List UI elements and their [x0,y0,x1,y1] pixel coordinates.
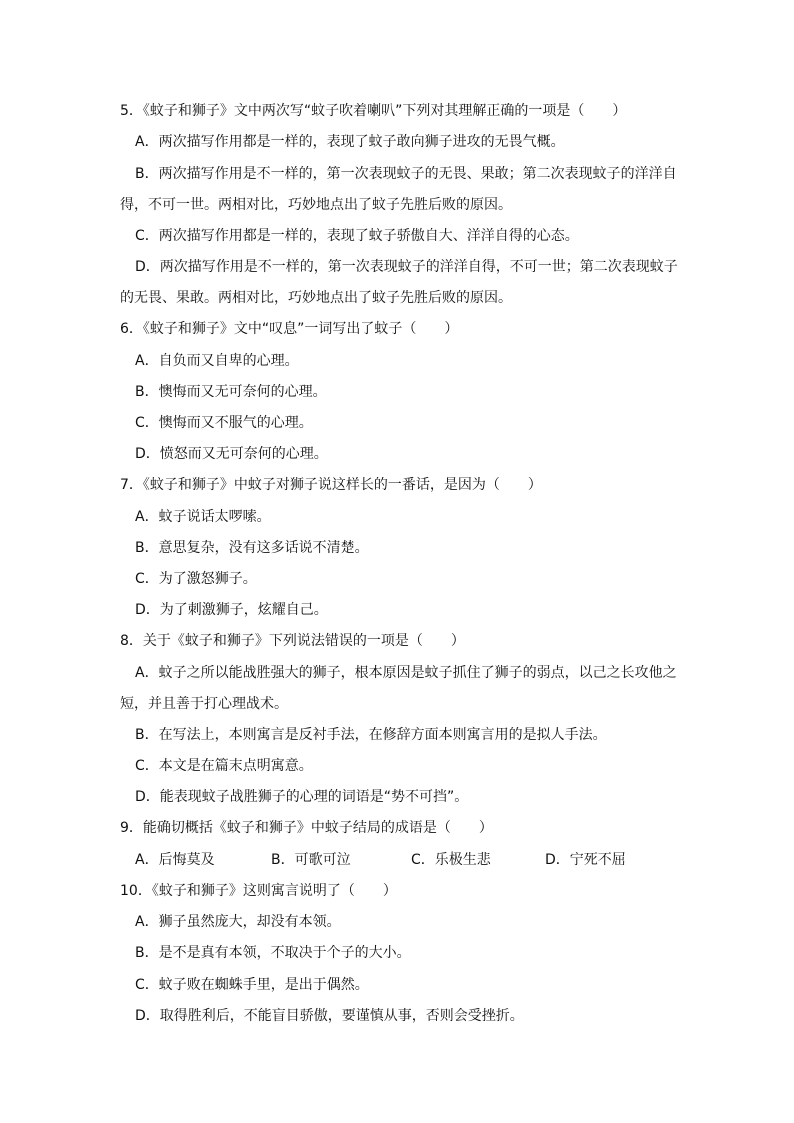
question-5-stem: 5．《蚊子和狮子》文中两次写“蚊子吹着喇叭”下列对其理解正确的一项是（ ） [120,103,627,119]
question-6-stem: 6．《蚊子和狮子》文中“叹息”一词写出了蚊子（ ） [120,321,459,337]
question-8-option-a: A．蚊子之所以能战胜强大的狮子，根本原因是蚊子抓住了狮子的弱点，以己之长攻他之 [135,665,677,681]
question-8-option-b: B．在写法上，本则寓言是反衬手法，在修辞方面本则寓言用的是拟人手法。 [135,727,607,743]
question-7-option-a: A．蚊子说话太啰嗦。 [135,509,271,525]
question-9-options [135,850,695,870]
question-10-option-d: D．取得胜利后，不能盲目骄傲，要谨慎从事，否则会受挫折。 [135,1008,524,1024]
question-5-option-c: C．两次描写作用都是一样的，表现了蚊子骄傲自大、洋洋自得的心态。 [135,228,579,244]
question-5-option-d: D．两次描写作用是不一样的，第一次表现蚊子的洋洋自得，不可一世；第二次表现蚊子 [135,259,678,275]
question-9-option-d: D．宁死不屈 [545,852,626,868]
question-9-option-c: C．乐极生悲 [411,852,491,868]
question-6-option-c: C．懊悔而又不服气的心理。 [135,415,313,431]
question-6-option-d: D．愤怒而又无可奈何的心理。 [135,446,328,462]
question-7-stem: 7．《蚊子和狮子》中蚊子对狮子说这样长的一番话，是因为（ ） [120,477,542,493]
question-5-option-b-cont: 得，不可一世。两相对比，巧妙地点出了蚊子先胜后败的原因。 [120,197,512,213]
question-10-option-b: B．是不是真有本领，不取决于个子的大小。 [135,945,411,961]
question-9-stem: 9．能确切概括《蚊子和狮子》中蚊子结局的成语是（ ） [120,820,493,836]
question-10-stem: 10．《蚊子和狮子》这则寓言说明了（ ） [120,883,397,899]
question-5-option-d-cont: 的无畏、果敢。两相对比，巧妙地点出了蚊子先胜后败的原因。 [120,290,512,306]
question-9-option-a: A．后悔莫及 [135,852,215,868]
question-7-option-c: C．为了激怒狮子。 [135,571,257,587]
question-9-option-b: B．可歌可泣 [271,852,351,868]
question-10-option-a: A．狮子虽然庞大，却没有本领。 [135,914,341,930]
question-8-option-a-cont: 短，并且善于打心理战术。 [120,696,288,712]
question-10-option-c: C．蚊子败在蜘蛛手里，是出于偶然。 [135,977,369,993]
question-8-option-c: C．本文是在篇末点明寓意。 [135,758,313,774]
question-8-option-d: D．能表现蚊子战胜狮子的心理的词语是“势不可挡”。 [135,789,469,805]
question-7-option-d: D．为了刺激狮子，炫耀自己。 [135,602,328,618]
question-6-option-a: A．自负而又自卑的心理。 [135,353,299,369]
question-8-stem: 8．关于《蚊子和狮子》下列说法错误的一项是（ ） [120,633,465,649]
question-7-option-b: B．意思复杂，没有这多话说不清楚。 [135,540,369,556]
question-5-option-b: B．两次描写作用是不一样的，第一次表现蚊子的无畏、果敢；第二次表现蚊子的洋洋自 [135,166,677,182]
question-5-option-a: A．两次描写作用都是一样的，表现了蚊子敢向狮子进攻的无畏气概。 [135,134,565,150]
question-6-option-b: B．懊悔而又无可奈何的心理。 [135,384,327,400]
